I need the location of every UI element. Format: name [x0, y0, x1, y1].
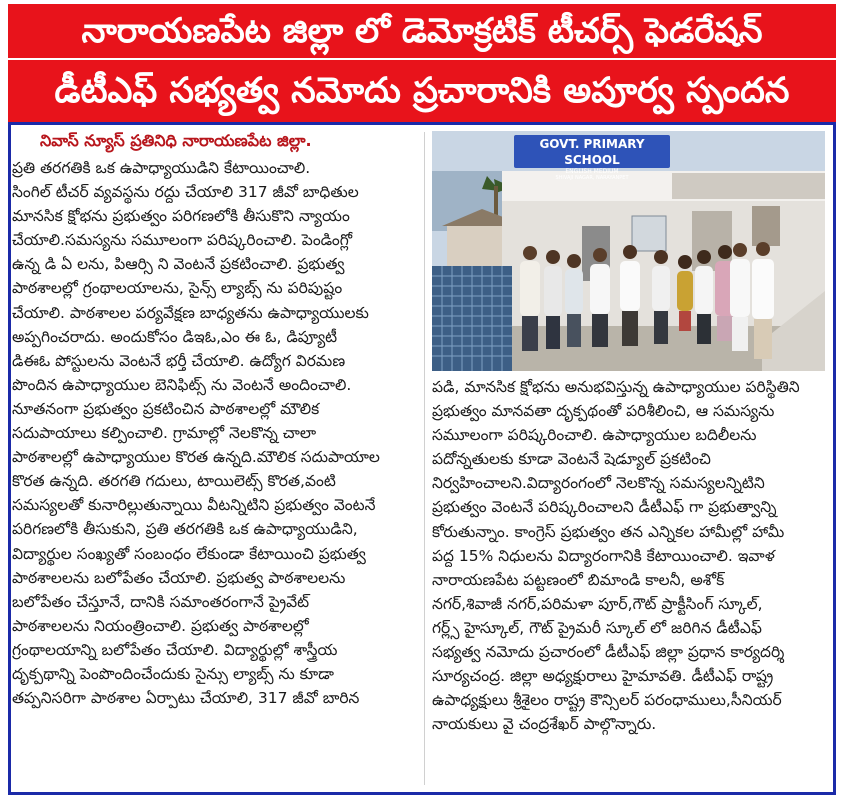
article-line: పాఠశాలలను నియంత్రించాలి. ప్రభుత్వ పాఠశాలల్లో	[12, 616, 309, 635]
article-line: తప్పనిసరిగా పాఠశాల ఏర్పాటు చేయాలి, 317 జీవో బారిన	[12, 689, 360, 708]
article-line: పడి, మానసిక క్షోభను అనుభవిస్తున్న ఉపాధ్యాయుల పరిస్థితిని	[432, 378, 800, 396]
article-line: అప్పగించరాదు. అందుకోసం డిఇఓ,ఎం ఈ ఓ, డిప్యూటీ	[12, 327, 338, 346]
article-line: పాఠశాలల్లో ఉపాధ్యాయుల కొరత ఉన్నది.మౌలిక సదుపాయాల	[12, 448, 380, 467]
frame-top-rule	[8, 122, 836, 125]
frame-left-rule	[8, 122, 11, 795]
article-line: ఉపాధ్యక్షులు శ్రీశైలం రాష్ట్ర కౌన్సిలర్ పరంధాములు,సీనియర్	[432, 691, 782, 710]
article-line: ప్రతి తరగతికి ఒక ఉపాధ్యాయుడిని కేటాయించాలి.	[12, 159, 311, 177]
frame-right-rule	[833, 122, 836, 795]
article-line: నూతనంగా ప్రభుత్వం ప్రకటించిన పాఠశాలల్లో మౌలిక	[12, 399, 320, 418]
article-line: కొరత ఉన్నది. తరగతి గదులు, టాయిలెట్స్ కొరత,వంటి	[12, 472, 336, 491]
headline-line-2: డీటీఎఫ్ సభ్యత్వ నమోదు ప్రచారానికి అపూర్వ స్పందన	[8, 60, 836, 122]
article-line: పద్ద 15% నిధులను విద్యారంగానికి కేటాయించాలి. ఇవాళ	[432, 546, 775, 565]
article-line: పాఠశాలలను బలోపేతం చేయాలి. ప్రభుత్వ పాఠశాలలను	[12, 568, 346, 587]
article-line: నాయకులు వై చంద్రశేఖర్ పాల్గొన్నారు.	[432, 715, 657, 734]
article-line: చేయాలి. పాఠశాలల పర్యవేక్షణ బాధ్యతను ఉపాధ్యాయులకు	[12, 303, 369, 322]
article-line: గ్రంథాలయాన్ని బలోపేతం చేయాలి. విద్యార్థుల్లో శాస్త్రీయ	[12, 640, 338, 659]
left-column-text	[12, 156, 417, 710]
school-group-photo	[432, 131, 825, 371]
article-line: నారాయణపేట పట్టణంలో బిమాండి కాలనీ, అశోక్	[432, 570, 725, 589]
right-column-text	[432, 375, 827, 736]
article-line: చేయాలి.సమస్యను సమూలంగా పరిష్కరించాలి. పెండింగ్లో	[12, 231, 353, 250]
article-line: సదుపాయాలు కల్పించాలి. గ్రామాల్లో నెలకొన్న చాలా	[12, 424, 317, 443]
article-line: డిఈఓ పోస్టులను వెంటనే భర్తీ చేయాలి. ఉద్యోగ విరమణ	[12, 351, 346, 370]
byline: నివాస్ న్యూస్ ప్రతినిధి నారాయణపేట జిల్లా.	[40, 131, 312, 150]
school-sign-address: SHIVAJI NAGAR, NARAYANPET	[555, 175, 629, 181]
column-divider	[424, 132, 425, 785]
article-line: సమూలంగా పరిష్కరించాలి. ఉపాధ్యాయుల బదిలీలను	[432, 426, 757, 445]
article-line: నగర్,శివాజీ నగర్,పరిమళా పూర్,గౌట్ ప్రాక్టీసింగ్ స్కూల్,	[432, 594, 763, 613]
article-line: కోరుతున్నాం. కాంగ్రెస్ ప్రభుత్వం తన ఎన్నికల హామీల్లో హామీ	[432, 522, 785, 541]
article-line: ఉన్న డి ఏ లను, పిఆర్సి ని వెంటనే ప్రకటించాలి. ప్రభుత్వ	[12, 255, 345, 274]
article-line: నిర్వహించాలని.విద్యారంగంలో నెలకొన్న సమస్యలన్నిటిని	[432, 474, 765, 493]
article-line: పరిగణలోకి తీసుకుని, ప్రతి తరగతికి ఒక ఉపాధ్యాయుడిని,	[12, 520, 358, 539]
article-line: సింగిల్ టీచర్ వ్యవస్థను రద్దు చేయాలి 317 జీవో బాధితుల	[12, 183, 359, 202]
article-line: పొందిన ఉపాధ్యాయుల బెనిఫిట్స్ ను వెంటనే అందించాలి.	[12, 375, 352, 394]
article-line: మానసిక క్షోభను ప్రభుత్వం పరిగణలోకి తీసుకొని న్యాయం	[12, 207, 350, 226]
school-sign-medium: ENGLISH MEDIUM	[565, 168, 619, 175]
article-line: గర్ల్స్ హైస్కూల్, గౌట్ ప్రైమరీ స్కూల్ లో జరిగిన డీటీఎఫ్	[432, 618, 762, 637]
article-line: ప్రభుత్వం మానవతా దృక్పథంతో పరిశీలించి, ఆ సమస్యను	[432, 402, 775, 421]
article-line: ప్రభుత్వం వెంటనే పరిష్కరించాలని డీటీఎఫ్ గా ప్రభుత్వాన్ని	[432, 498, 777, 517]
article-line: విద్యార్థుల సంఖ్యతో సంబంధం లేకుండా కేటాయించి ప్రభుత్వ	[12, 544, 366, 563]
article-line: సభ్యత్వ నమోదు ప్రచారంలో డీటీఎఫ్ జిల్లా ప్రధాన కార్యదర్శి	[432, 643, 785, 662]
school-signboard	[514, 135, 670, 181]
headline-line-1: నారాయణపేట జిల్లా లో డెమోక్రటిక్ టీచర్స్ ఫెడరేషన్	[8, 4, 836, 58]
article-line: బలోపేతం చేస్తూనే, దానికి సమాంతరంగానే ప్రైవేట్	[12, 592, 310, 611]
article-line: సూర్యచంద్ర. జిల్లా అధ్యక్షురాలు హైమావతి. డీటీఎఫ్ రాష్ట్ర	[432, 667, 774, 686]
article-line: దృక్పథాన్ని పెంపొందించేందుకు సైన్సు ల్యాబ్స్ ను కూడా	[12, 664, 334, 683]
article-line: సమస్యలతో కునారిల్లుతున్నాయి వీటన్నిటిని ప్రభుత్వం వెంటనే	[12, 496, 376, 515]
article-line: పదోన్నతులకు కూడా వెంటనే షెడ్యూల్ ప్రకటించి	[432, 450, 711, 469]
school-sign-name: GOVT. PRIMARY SCHOOL	[539, 137, 645, 167]
article-line: పాఠశాలల్లో గ్రంథాలయాలను, సైన్స్ ల్యాబ్స్ ను పరిపుష్టం	[12, 279, 343, 298]
